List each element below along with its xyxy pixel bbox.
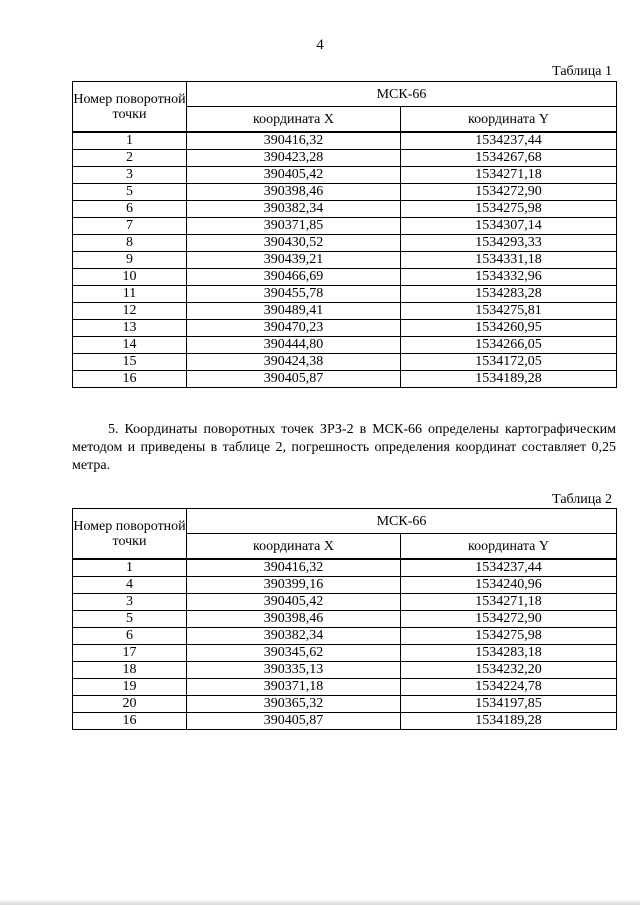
x-coordinate-cell: 390398,46: [187, 611, 401, 628]
point-number-cell: 3: [73, 167, 187, 184]
table-row: [73, 201, 617, 218]
x-coordinate-cell: 390455,78: [187, 286, 401, 303]
point-number-cell: 6: [73, 201, 187, 218]
x-coordinate-cell: 390371,85: [187, 218, 401, 235]
y-coordinate-cell: 1534307,14: [401, 218, 617, 235]
point-number-cell: 16: [73, 371, 187, 388]
y-coordinate-cell: 1534271,18: [401, 594, 617, 611]
point-number-cell: 17: [73, 645, 187, 662]
point-number-cell: 19: [73, 679, 187, 696]
x-coordinate-cell: 390489,41: [187, 303, 401, 320]
table-2: [72, 508, 617, 730]
point-number-cell: 20: [73, 696, 187, 713]
point-number-cell: 11: [73, 286, 187, 303]
y-coordinate-cell: 1534237,44: [401, 132, 617, 150]
point-number-cell: 9: [73, 252, 187, 269]
point-number-cell: 3: [73, 594, 187, 611]
y-coordinate-cell: 1534267,68: [401, 150, 617, 167]
x-coordinate-cell: 390365,32: [187, 696, 401, 713]
x-coordinate-cell: 390371,18: [187, 679, 401, 696]
x-coordinate-cell: 390416,32: [187, 132, 401, 150]
table-2-body: [73, 559, 617, 730]
y-coordinate-cell: 1534275,81: [401, 303, 617, 320]
point-number-cell: 1: [73, 132, 187, 150]
page-number: 4: [316, 37, 324, 53]
y-coordinate-cell: 1534331,18: [401, 252, 617, 269]
x-coordinate-cell: 390466,69: [187, 269, 401, 286]
x-coordinate-header: координата X: [187, 107, 401, 133]
point-number-header: Номер поворотной точки: [73, 509, 187, 560]
table-row: [73, 662, 617, 679]
point-number-cell: 13: [73, 320, 187, 337]
point-number-cell: 7: [73, 218, 187, 235]
point-number-cell: 2: [73, 150, 187, 167]
x-coordinate-cell: 390439,21: [187, 252, 401, 269]
table-row: [73, 218, 617, 235]
section-5-paragraph: 5. Координаты поворотных точек ЗРЗ-2 в МСК-66 определены картографическим методом и приведены в таблице 2, погрешность определения координат составляет 0,25 метра.: [72, 422, 616, 473]
point-number-cell: 14: [73, 337, 187, 354]
x-coordinate-cell: 390470,23: [187, 320, 401, 337]
table-row: [73, 184, 617, 201]
table-row: [73, 594, 617, 611]
point-number-cell: 5: [73, 611, 187, 628]
x-coordinate-cell: 390405,42: [187, 594, 401, 611]
point-number-cell: 10: [73, 269, 187, 286]
y-coordinate-cell: 1534271,18: [401, 167, 617, 184]
table-row: [73, 320, 617, 337]
table-row: [73, 337, 617, 354]
x-coordinate-cell: 390382,34: [187, 201, 401, 218]
x-coordinate-cell: 390405,87: [187, 371, 401, 388]
y-coordinate-cell: 1534232,20: [401, 662, 617, 679]
point-number-cell: 6: [73, 628, 187, 645]
y-coordinate-cell: 1534272,90: [401, 184, 617, 201]
table-row: [73, 167, 617, 184]
table-row: [73, 371, 617, 388]
point-number-cell: 8: [73, 235, 187, 252]
table-row: [73, 679, 617, 696]
point-number-cell: 5: [73, 184, 187, 201]
x-coordinate-cell: 390416,32: [187, 559, 401, 577]
x-coordinate-cell: 390345,62: [187, 645, 401, 662]
x-coordinate-cell: 390424,38: [187, 354, 401, 371]
point-number-cell: 12: [73, 303, 187, 320]
y-coordinate-cell: 1534266,05: [401, 337, 617, 354]
y-coordinate-cell: 1534283,28: [401, 286, 617, 303]
point-number-cell: 4: [73, 577, 187, 594]
coordinate-system-header: МСК-66: [187, 82, 617, 107]
table-row: [73, 628, 617, 645]
table-row: [73, 269, 617, 286]
x-coordinate-cell: 390405,42: [187, 167, 401, 184]
y-coordinate-header: координата Y: [401, 534, 617, 560]
table-row: [73, 286, 617, 303]
table-row: [73, 303, 617, 320]
y-coordinate-cell: 1534172,05: [401, 354, 617, 371]
table-row: [73, 235, 617, 252]
table-row: [73, 132, 617, 150]
table-row: [73, 577, 617, 594]
y-coordinate-cell: 1534275,98: [401, 201, 617, 218]
y-coordinate-cell: 1534293,33: [401, 235, 617, 252]
y-coordinate-cell: 1534332,96: [401, 269, 617, 286]
table-row: [73, 559, 617, 577]
scan-edge-shadow: [0, 899, 640, 905]
y-coordinate-cell: 1534240,96: [401, 577, 617, 594]
y-coordinate-cell: 1534189,28: [401, 371, 617, 388]
y-coordinate-cell: 1534224,78: [401, 679, 617, 696]
table-row: [73, 252, 617, 269]
x-coordinate-cell: 390405,87: [187, 713, 401, 730]
y-coordinate-cell: 1534275,98: [401, 628, 617, 645]
x-coordinate-cell: 390423,28: [187, 150, 401, 167]
y-coordinate-header: координата Y: [401, 107, 617, 133]
table-1-body: [73, 132, 617, 388]
point-number-header: Номер поворотной точки: [73, 82, 187, 133]
x-coordinate-cell: 390382,34: [187, 628, 401, 645]
point-number-cell: 1: [73, 559, 187, 577]
y-coordinate-cell: 1534197,85: [401, 696, 617, 713]
y-coordinate-cell: 1534237,44: [401, 559, 617, 577]
table-row: [73, 354, 617, 371]
y-coordinate-cell: 1534189,28: [401, 713, 617, 730]
table-2-caption: Таблица 2: [552, 492, 612, 507]
x-coordinate-cell: 390430,52: [187, 235, 401, 252]
table-row: [73, 645, 617, 662]
y-coordinate-cell: 1534260,95: [401, 320, 617, 337]
table-row: [73, 696, 617, 713]
point-number-cell: 15: [73, 354, 187, 371]
coordinate-system-header: МСК-66: [187, 509, 617, 534]
x-coordinate-cell: 390444,80: [187, 337, 401, 354]
point-number-cell: 16: [73, 713, 187, 730]
table-row: [73, 713, 617, 730]
table-1-caption: Таблица 1: [552, 64, 612, 79]
x-coordinate-cell: 390335,13: [187, 662, 401, 679]
table-1: [72, 81, 617, 388]
table-row: [73, 611, 617, 628]
x-coordinate-cell: 390398,46: [187, 184, 401, 201]
point-number-cell: 18: [73, 662, 187, 679]
y-coordinate-cell: 1534272,90: [401, 611, 617, 628]
x-coordinate-header: координата X: [187, 534, 401, 560]
x-coordinate-cell: 390399,16: [187, 577, 401, 594]
table-row: [73, 150, 617, 167]
y-coordinate-cell: 1534283,18: [401, 645, 617, 662]
